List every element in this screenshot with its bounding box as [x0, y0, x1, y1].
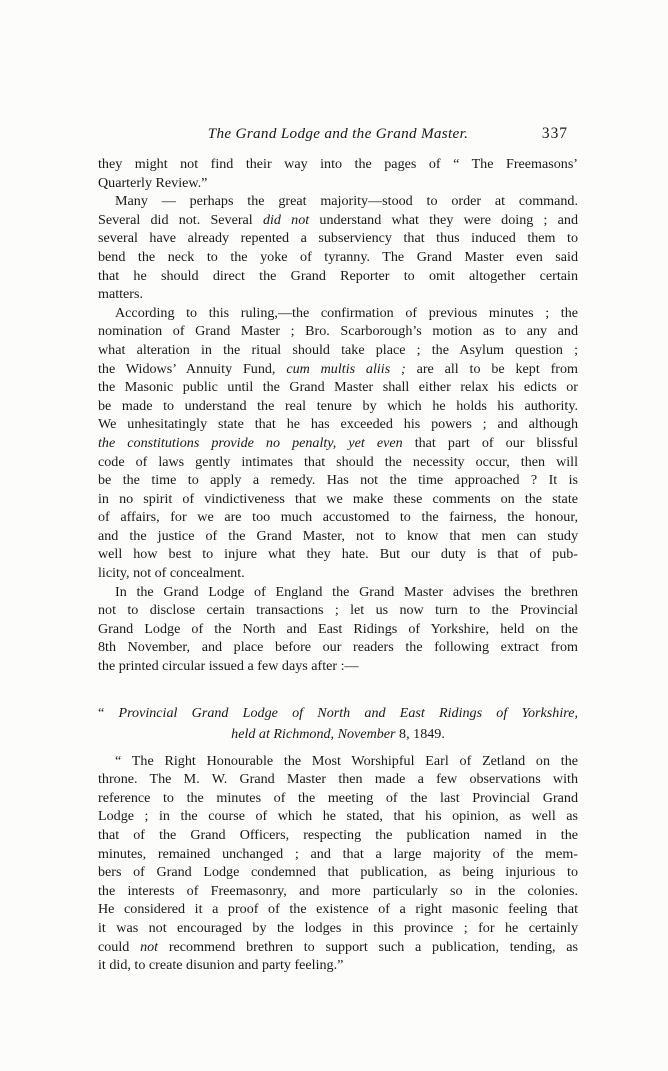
text-line	[98, 703, 578, 724]
text-line	[98, 583, 578, 602]
text-line	[98, 564, 578, 583]
text-run: bend the neck to the yoke of tyranny. The Grand Master even said	[98, 248, 578, 265]
text-line	[98, 807, 578, 826]
text-line	[98, 789, 578, 808]
text-line	[98, 229, 578, 248]
page-title: The Grand Lodge and the Grand Master.	[207, 125, 469, 142]
text-line	[98, 155, 578, 174]
text-run: “	[98, 704, 119, 721]
text-run: of affairs, for we are too much accustomed to the fairness, the honour,	[98, 509, 578, 526]
text-line	[98, 919, 578, 938]
body-text	[98, 155, 578, 975]
text-line	[98, 490, 578, 509]
text-run: what alteration in the ritual should take place ; the Asylum question ;	[98, 341, 578, 358]
paragraph-according-to-this-ruling	[98, 304, 578, 583]
text-run: Quarterly Review.”	[98, 174, 208, 191]
text-run: “ The Right Honourable the Most Worshipful Earl of Zetland on the	[115, 752, 578, 769]
text-run: the interests of Freemasonry, and more particularly so in the colonies.	[98, 882, 578, 899]
text-run: and the justice of the Grand Master, not to know that men can study	[98, 527, 578, 544]
text-run: the printed circular issued a few days after :—	[98, 658, 359, 675]
text-run: they might not find their way into the pages of “ The Freemasons’	[98, 156, 578, 172]
text-run: bers of Grand Lodge condemned that publication, as being injurious to	[98, 864, 578, 881]
text-line	[98, 192, 578, 211]
text-run: In the Grand Lodge of England the Grand Master advises the brethren	[115, 583, 578, 600]
text-line	[98, 657, 578, 676]
text-line	[98, 453, 578, 472]
text-line	[98, 956, 578, 975]
text-run: licity, not of concealment.	[98, 565, 245, 582]
text-run: that of the Grand Officers, respecting the publication named in the	[98, 827, 578, 843]
italic-text-run: not	[140, 938, 159, 955]
text-line	[98, 434, 578, 453]
text-run: Many — perhaps the great majority—stood to order at command.	[115, 193, 578, 210]
text-run: code of laws gently intimates that should the necessity occur, then will	[98, 453, 578, 470]
text-line	[98, 508, 578, 527]
italic-text-run: Provincial Grand Lodge of North and East Ridings of Yorkshire,	[118, 704, 578, 721]
italic-text-run: cum multis aliis ;	[286, 360, 406, 377]
text-line	[98, 527, 578, 546]
text-run: matters.	[98, 286, 144, 303]
paragraph-many-stood-to-order	[98, 192, 578, 304]
italic-text-run: the constitutions provide no penalty, yet even	[98, 434, 403, 451]
text-line	[98, 304, 578, 323]
text-run: throne. The M. W. Grand Master then made a few observations with	[98, 771, 578, 788]
text-line	[98, 826, 578, 845]
text-run: We unhesitatingly state that he has exceeded his powers ; and although	[98, 416, 578, 433]
text-run: nomination of Grand Master ; Bro. Scarborough’s motion as to any and	[98, 323, 578, 340]
text-run: recommend brethren to support such a publication, tending, as	[158, 938, 578, 955]
text-line	[98, 397, 578, 416]
text-run: well how best to injure what they hate. But our duty is that of pub-	[98, 546, 578, 563]
text-line	[98, 601, 578, 620]
text-line	[98, 863, 578, 882]
text-run: be made to understand the real tenure by which he holds his authority.	[98, 397, 578, 414]
text-line	[98, 248, 578, 267]
paragraph-grand-lodge-of-england	[98, 583, 578, 676]
text-run: Grand Lodge of the North and East Ridings of Yorkshire, held on the	[98, 620, 578, 637]
text-run: in no spirit of vindictiveness that we make these comments on the state	[98, 490, 578, 507]
text-column	[98, 125, 578, 975]
italic-text-run: did not	[262, 211, 310, 228]
text-line	[98, 724, 578, 745]
text-line	[98, 174, 578, 193]
text-run: understand what they were doing ; and	[309, 211, 578, 228]
text-run: minutes, remained unchanged ; and that a large majority of the mem-	[98, 845, 578, 862]
text-line	[98, 285, 578, 304]
text-run: that he should direct the Grand Reporter to omit altogether certain	[98, 267, 578, 284]
text-line	[98, 845, 578, 864]
text-line	[98, 341, 578, 360]
text-line	[98, 322, 578, 341]
text-run: 8th November, and place before our readers the following extract from	[98, 639, 578, 656]
text-line	[98, 378, 578, 397]
text-run: reference to the minutes of the meeting of the last Provincial Grand	[98, 789, 578, 806]
text-run: several have already repented a subserviency that thus induced them to	[98, 230, 578, 247]
text-line	[98, 267, 578, 286]
text-run: He considered it a proof of the existence of a right masonic feeling that	[98, 901, 578, 918]
running-header	[98, 125, 578, 155]
text-run: are all to be kept from	[405, 360, 579, 377]
text-run: According to this ruling,—the confirmation of previous minutes ; the	[115, 304, 578, 321]
text-line	[98, 900, 578, 919]
heading-provincial-grand-lodge	[98, 703, 578, 745]
text-run: it did, to create disunion and party feeling.”	[98, 957, 344, 974]
text-line	[98, 638, 578, 657]
text-run: 8, 1849.	[395, 725, 445, 742]
text-line	[98, 415, 578, 434]
text-line	[98, 752, 578, 771]
text-run: could	[98, 938, 141, 955]
text-line	[98, 360, 578, 379]
text-line	[98, 882, 578, 901]
text-line	[98, 938, 578, 957]
text-run: be the time to apply a remedy. Has not the time approached ? It is	[98, 472, 578, 489]
text-run: not to disclose certain transactions ; let us now turn to the Provincial	[98, 602, 578, 619]
italic-text-run: held at Richmond, November	[231, 725, 396, 742]
text-run: Several did not. Several	[98, 211, 263, 228]
text-run: the Masonic public until the Grand Master shall either relax his edicts or	[98, 379, 578, 396]
text-line	[98, 620, 578, 639]
text-line	[98, 545, 578, 564]
text-line	[98, 471, 578, 490]
text-line	[98, 770, 578, 789]
page-number: 337	[541, 125, 568, 142]
text-run: the Widows’ Annuity Fund,	[98, 360, 287, 377]
text-run: it was not encouraged by the lodges in this province ; for he certainly	[98, 919, 578, 936]
text-run: Lodge ; in the course of which he stated, that his opinion, as well as	[98, 808, 578, 825]
paragraph-earl-of-zetland	[98, 752, 578, 975]
text-line	[98, 211, 578, 230]
paragraph-continuation	[98, 155, 578, 192]
text-run: that part of our blissful	[402, 434, 578, 451]
